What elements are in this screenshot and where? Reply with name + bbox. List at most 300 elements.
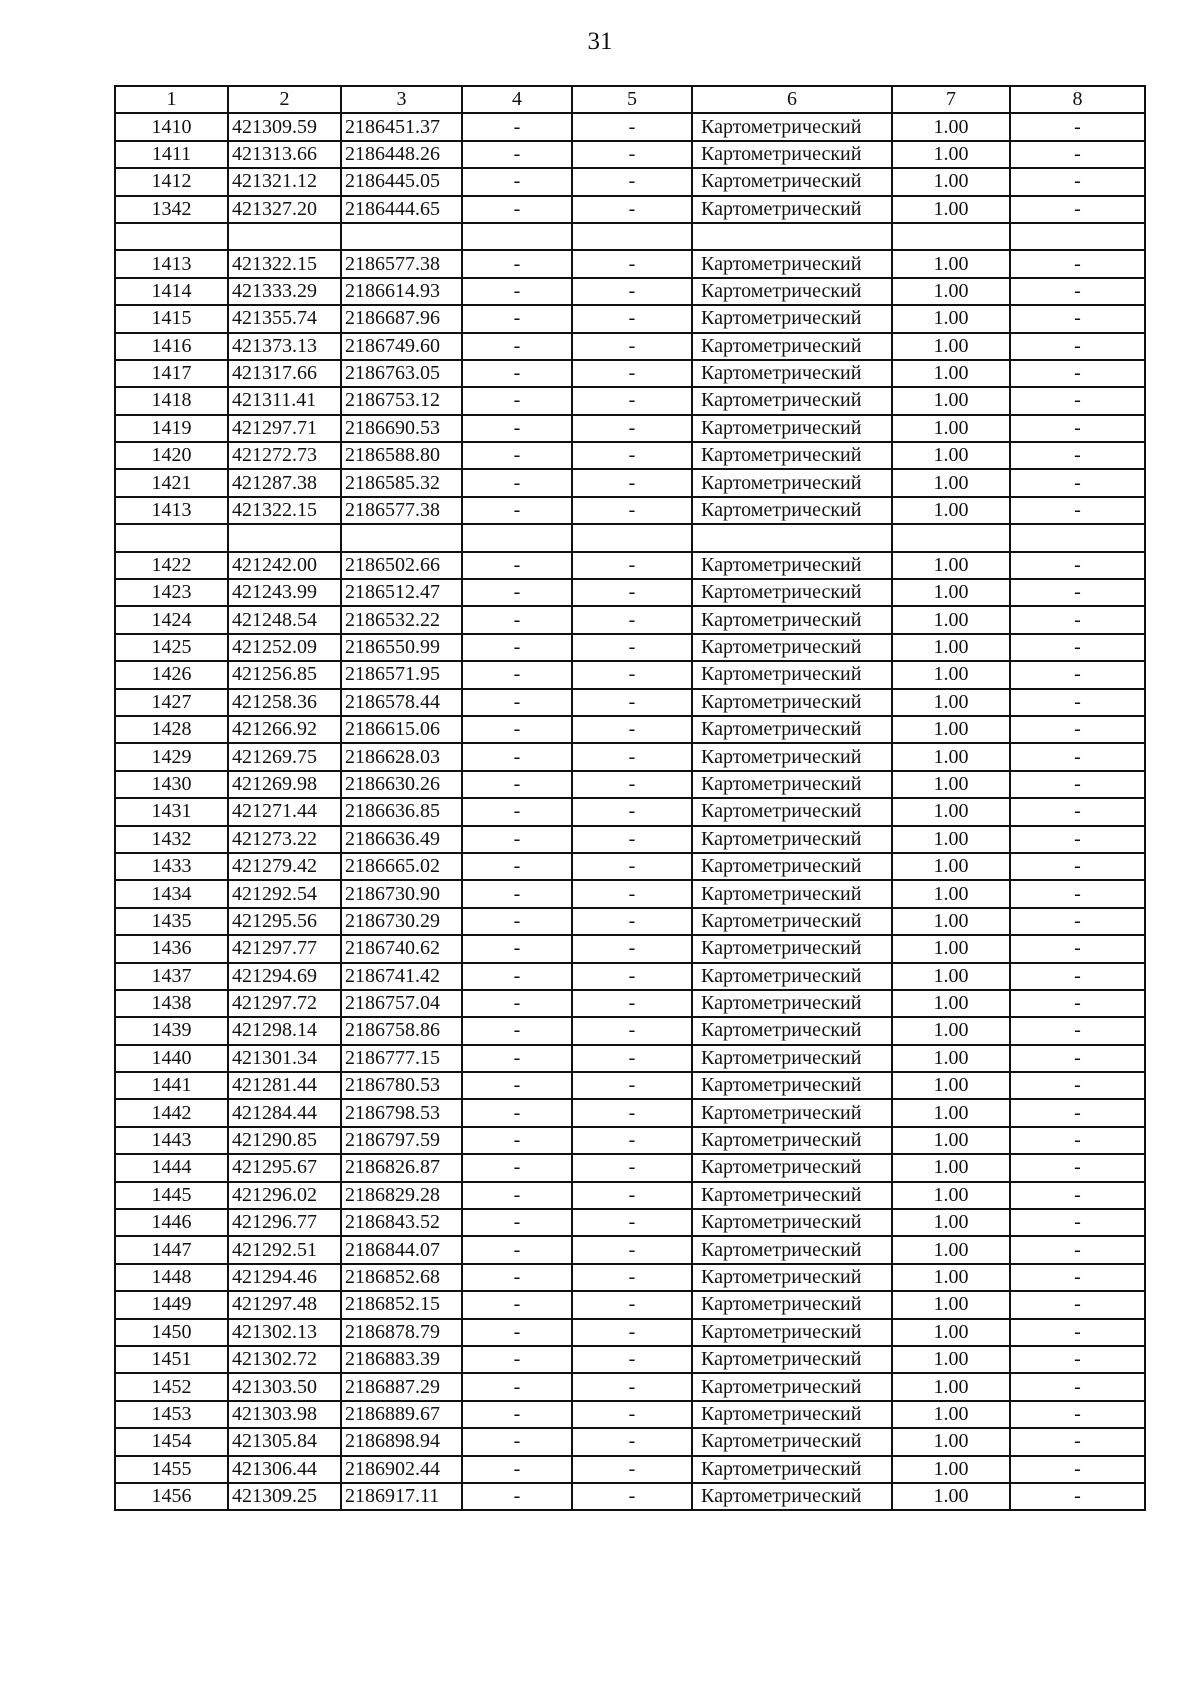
point-number-cell: 1453 xyxy=(115,1401,228,1428)
col5-cell: - xyxy=(572,196,692,223)
table-row xyxy=(115,990,1145,1017)
y-coordinate-cell: 2186550.99 xyxy=(341,634,462,661)
point-number-cell: 1426 xyxy=(115,661,228,688)
col5-cell: - xyxy=(572,1428,692,1455)
method-cell: Картометрический xyxy=(692,442,892,469)
x-coordinate-cell: 421295.56 xyxy=(228,908,341,935)
col8-cell: - xyxy=(1010,196,1145,223)
x-coordinate-cell: 421305.84 xyxy=(228,1428,341,1455)
table-row xyxy=(115,634,1145,661)
point-number-cell: 1437 xyxy=(115,963,228,990)
method-cell xyxy=(692,524,892,551)
table-header-row xyxy=(115,86,1145,113)
point-number-cell: 1413 xyxy=(115,250,228,277)
col4-cell: - xyxy=(462,798,572,825)
point-number-cell: 1411 xyxy=(115,141,228,168)
method-cell: Картометрический xyxy=(692,1456,892,1483)
column-header: 5 xyxy=(572,86,692,113)
point-number-cell: 1414 xyxy=(115,278,228,305)
method-cell: Картометрический xyxy=(692,305,892,332)
point-number-cell xyxy=(115,223,228,250)
y-coordinate-cell: 2186730.29 xyxy=(341,908,462,935)
x-coordinate-cell: 421294.69 xyxy=(228,963,341,990)
col8-cell: - xyxy=(1010,743,1145,770)
table-row xyxy=(115,387,1145,414)
point-number-cell: 1430 xyxy=(115,771,228,798)
y-coordinate-cell: 2186577.38 xyxy=(341,497,462,524)
col5-cell: - xyxy=(572,1373,692,1400)
point-number-cell: 1428 xyxy=(115,716,228,743)
x-coordinate-cell: 421297.72 xyxy=(228,990,341,1017)
table-row xyxy=(115,305,1145,332)
col8-cell: - xyxy=(1010,1401,1145,1428)
col8-cell: - xyxy=(1010,1127,1145,1154)
col5-cell: - xyxy=(572,1072,692,1099)
y-coordinate-cell xyxy=(341,223,462,250)
y-coordinate-cell: 2186829.28 xyxy=(341,1182,462,1209)
accuracy-cell: 1.00 xyxy=(892,606,1010,633)
col4-cell: - xyxy=(462,743,572,770)
y-coordinate-cell: 2186844.07 xyxy=(341,1236,462,1263)
x-coordinate-cell: 421248.54 xyxy=(228,606,341,633)
col5-cell: - xyxy=(572,497,692,524)
method-cell: Картометрический xyxy=(692,1373,892,1400)
point-number-cell: 1421 xyxy=(115,469,228,496)
table-row xyxy=(115,661,1145,688)
point-number-cell: 1416 xyxy=(115,333,228,360)
y-coordinate-cell: 2186780.53 xyxy=(341,1072,462,1099)
y-coordinate-cell: 2186451.37 xyxy=(341,113,462,140)
col8-cell: - xyxy=(1010,305,1145,332)
col8-cell: - xyxy=(1010,387,1145,414)
table-row xyxy=(115,196,1145,223)
x-coordinate-cell: 421290.85 xyxy=(228,1127,341,1154)
accuracy-cell: 1.00 xyxy=(892,1099,1010,1126)
method-cell: Картометрический xyxy=(692,606,892,633)
point-number-cell: 1419 xyxy=(115,415,228,442)
col4-cell: - xyxy=(462,333,572,360)
col8-cell: - xyxy=(1010,1291,1145,1318)
method-cell: Картометрический xyxy=(692,661,892,688)
col4-cell: - xyxy=(462,1373,572,1400)
method-cell: Картометрический xyxy=(692,771,892,798)
table-row xyxy=(115,1209,1145,1236)
col8-cell: - xyxy=(1010,360,1145,387)
accuracy-cell: 1.00 xyxy=(892,387,1010,414)
col4-cell: - xyxy=(462,1182,572,1209)
accuracy-cell: 1.00 xyxy=(892,1127,1010,1154)
table-row xyxy=(115,1483,1145,1510)
method-cell: Картометрический xyxy=(692,1182,892,1209)
column-header: 2 xyxy=(228,86,341,113)
col4-cell: - xyxy=(462,469,572,496)
accuracy-cell: 1.00 xyxy=(892,552,1010,579)
point-number-cell: 1412 xyxy=(115,168,228,195)
col5-cell: - xyxy=(572,333,692,360)
x-coordinate-cell: 421287.38 xyxy=(228,469,341,496)
table-row xyxy=(115,880,1145,907)
x-coordinate-cell: 421243.99 xyxy=(228,579,341,606)
table-row xyxy=(115,360,1145,387)
col8-cell: - xyxy=(1010,606,1145,633)
accuracy-cell: 1.00 xyxy=(892,1045,1010,1072)
col8-cell: - xyxy=(1010,1264,1145,1291)
col8-cell: - xyxy=(1010,1209,1145,1236)
col8-cell: - xyxy=(1010,113,1145,140)
method-cell: Картометрический xyxy=(692,333,892,360)
y-coordinate-cell: 2186448.26 xyxy=(341,141,462,168)
col5-cell: - xyxy=(572,908,692,935)
col8-cell xyxy=(1010,223,1145,250)
y-coordinate-cell: 2186902.44 xyxy=(341,1456,462,1483)
x-coordinate-cell: 421302.13 xyxy=(228,1319,341,1346)
col4-cell: - xyxy=(462,196,572,223)
x-coordinate-cell: 421297.48 xyxy=(228,1291,341,1318)
col5-cell xyxy=(572,223,692,250)
accuracy-cell: 1.00 xyxy=(892,141,1010,168)
y-coordinate-cell: 2186757.04 xyxy=(341,990,462,1017)
accuracy-cell: 1.00 xyxy=(892,1072,1010,1099)
col4-cell: - xyxy=(462,963,572,990)
table-row xyxy=(115,771,1145,798)
method-cell: Картометрический xyxy=(692,1401,892,1428)
y-coordinate-cell: 2186889.67 xyxy=(341,1401,462,1428)
accuracy-cell: 1.00 xyxy=(892,1401,1010,1428)
accuracy-cell: 1.00 xyxy=(892,415,1010,442)
column-header: 3 xyxy=(341,86,462,113)
col4-cell: - xyxy=(462,606,572,633)
table-separator-row xyxy=(115,524,1145,551)
y-coordinate-cell: 2186636.49 xyxy=(341,826,462,853)
col5-cell: - xyxy=(572,552,692,579)
method-cell: Картометрический xyxy=(692,1209,892,1236)
x-coordinate-cell: 421327.20 xyxy=(228,196,341,223)
x-coordinate-cell: 421296.02 xyxy=(228,1182,341,1209)
table-row xyxy=(115,1401,1145,1428)
y-coordinate-cell: 2186852.68 xyxy=(341,1264,462,1291)
col8-cell: - xyxy=(1010,1428,1145,1455)
table-row xyxy=(115,1127,1145,1154)
x-coordinate-cell: 421321.12 xyxy=(228,168,341,195)
point-number-cell: 1452 xyxy=(115,1373,228,1400)
col4-cell: - xyxy=(462,716,572,743)
col5-cell: - xyxy=(572,743,692,770)
method-cell: Картометрический xyxy=(692,250,892,277)
col8-cell: - xyxy=(1010,1483,1145,1510)
col5-cell: - xyxy=(572,387,692,414)
x-coordinate-cell: 421297.71 xyxy=(228,415,341,442)
col5-cell: - xyxy=(572,661,692,688)
col5-cell: - xyxy=(572,798,692,825)
col4-cell: - xyxy=(462,442,572,469)
accuracy-cell: 1.00 xyxy=(892,853,1010,880)
col8-cell: - xyxy=(1010,990,1145,1017)
table-row xyxy=(115,798,1145,825)
col5-cell: - xyxy=(572,1099,692,1126)
accuracy-cell: 1.00 xyxy=(892,1291,1010,1318)
col8-cell: - xyxy=(1010,853,1145,880)
col5-cell: - xyxy=(572,1045,692,1072)
method-cell: Картометрический xyxy=(692,1264,892,1291)
x-coordinate-cell: 421309.25 xyxy=(228,1483,341,1510)
x-coordinate-cell: 421355.74 xyxy=(228,305,341,332)
col8-cell: - xyxy=(1010,1072,1145,1099)
accuracy-cell: 1.00 xyxy=(892,661,1010,688)
column-header: 1 xyxy=(115,86,228,113)
y-coordinate-cell: 2186730.90 xyxy=(341,880,462,907)
method-cell: Картометрический xyxy=(692,1319,892,1346)
col4-cell: - xyxy=(462,1401,572,1428)
y-coordinate-cell: 2186878.79 xyxy=(341,1319,462,1346)
method-cell: Картометрический xyxy=(692,826,892,853)
accuracy-cell: 1.00 xyxy=(892,168,1010,195)
col5-cell: - xyxy=(572,579,692,606)
x-coordinate-cell: 421266.92 xyxy=(228,716,341,743)
accuracy-cell: 1.00 xyxy=(892,798,1010,825)
column-header: 4 xyxy=(462,86,572,113)
table-row xyxy=(115,469,1145,496)
method-cell: Картометрический xyxy=(692,1346,892,1373)
x-coordinate-cell xyxy=(228,524,341,551)
col8-cell: - xyxy=(1010,1182,1145,1209)
method-cell: Картометрический xyxy=(692,1291,892,1318)
x-coordinate-cell: 421271.44 xyxy=(228,798,341,825)
point-number-cell: 1454 xyxy=(115,1428,228,1455)
col5-cell: - xyxy=(572,1264,692,1291)
x-coordinate-cell: 421322.15 xyxy=(228,497,341,524)
point-number-cell: 1342 xyxy=(115,196,228,223)
col4-cell: - xyxy=(462,1099,572,1126)
column-header: 8 xyxy=(1010,86,1145,113)
table-row xyxy=(115,935,1145,962)
point-number-cell: 1450 xyxy=(115,1319,228,1346)
x-coordinate-cell: 421295.67 xyxy=(228,1154,341,1181)
table-row xyxy=(115,552,1145,579)
col5-cell: - xyxy=(572,141,692,168)
y-coordinate-cell: 2186887.29 xyxy=(341,1373,462,1400)
col4-cell xyxy=(462,223,572,250)
y-coordinate-cell: 2186758.86 xyxy=(341,1017,462,1044)
point-number-cell: 1441 xyxy=(115,1072,228,1099)
method-cell: Картометрический xyxy=(692,1045,892,1072)
col8-cell: - xyxy=(1010,1154,1145,1181)
col5-cell: - xyxy=(572,771,692,798)
col4-cell: - xyxy=(462,1456,572,1483)
accuracy-cell: 1.00 xyxy=(892,963,1010,990)
col5-cell: - xyxy=(572,360,692,387)
accuracy-cell: 1.00 xyxy=(892,1154,1010,1181)
accuracy-cell: 1.00 xyxy=(892,908,1010,935)
table-row xyxy=(115,743,1145,770)
table-row xyxy=(115,1319,1145,1346)
point-number-cell: 1429 xyxy=(115,743,228,770)
method-cell: Картометрический xyxy=(692,113,892,140)
y-coordinate-cell: 2186917.11 xyxy=(341,1483,462,1510)
col4-cell: - xyxy=(462,141,572,168)
y-coordinate-cell: 2186614.93 xyxy=(341,278,462,305)
point-number-cell: 1432 xyxy=(115,826,228,853)
col8-cell: - xyxy=(1010,1373,1145,1400)
col4-cell: - xyxy=(462,250,572,277)
accuracy-cell: 1.00 xyxy=(892,716,1010,743)
accuracy-cell: 1.00 xyxy=(892,579,1010,606)
accuracy-cell: 1.00 xyxy=(892,469,1010,496)
col5-cell: - xyxy=(572,935,692,962)
point-number-cell: 1451 xyxy=(115,1346,228,1373)
col4-cell xyxy=(462,524,572,551)
method-cell: Картометрический xyxy=(692,1428,892,1455)
col4-cell: - xyxy=(462,1209,572,1236)
y-coordinate-cell: 2186843.52 xyxy=(341,1209,462,1236)
col5-cell: - xyxy=(572,1346,692,1373)
method-cell: Картометрический xyxy=(692,908,892,935)
table-body xyxy=(115,113,1145,1510)
x-coordinate-cell: 421292.51 xyxy=(228,1236,341,1263)
y-coordinate-cell: 2186578.44 xyxy=(341,689,462,716)
method-cell: Картометрический xyxy=(692,798,892,825)
col8-cell: - xyxy=(1010,1319,1145,1346)
col8-cell: - xyxy=(1010,1346,1145,1373)
coordinates-table xyxy=(114,85,1146,1511)
table-row xyxy=(115,1346,1145,1373)
method-cell: Картометрический xyxy=(692,387,892,414)
method-cell: Картометрический xyxy=(692,278,892,305)
col4-cell: - xyxy=(462,360,572,387)
y-coordinate-cell: 2186444.65 xyxy=(341,196,462,223)
col8-cell: - xyxy=(1010,168,1145,195)
point-number-cell: 1422 xyxy=(115,552,228,579)
col8-cell: - xyxy=(1010,1099,1145,1126)
col4-cell: - xyxy=(462,1127,572,1154)
point-number-cell: 1438 xyxy=(115,990,228,1017)
x-coordinate-cell: 421272.73 xyxy=(228,442,341,469)
accuracy-cell: 1.00 xyxy=(892,1483,1010,1510)
col4-cell: - xyxy=(462,1045,572,1072)
col5-cell: - xyxy=(572,1236,692,1263)
y-coordinate-cell: 2186740.62 xyxy=(341,935,462,962)
col4-cell: - xyxy=(462,579,572,606)
x-coordinate-cell: 421303.98 xyxy=(228,1401,341,1428)
col5-cell: - xyxy=(572,305,692,332)
table-row xyxy=(115,278,1145,305)
point-number-cell: 1445 xyxy=(115,1182,228,1209)
x-coordinate-cell: 421306.44 xyxy=(228,1456,341,1483)
col5-cell: - xyxy=(572,826,692,853)
point-number-cell: 1413 xyxy=(115,497,228,524)
method-cell: Картометрический xyxy=(692,1127,892,1154)
point-number-cell: 1440 xyxy=(115,1045,228,1072)
method-cell: Картометрический xyxy=(692,415,892,442)
table-row xyxy=(115,1236,1145,1263)
col4-cell: - xyxy=(462,880,572,907)
col5-cell: - xyxy=(572,250,692,277)
y-coordinate-cell: 2186628.03 xyxy=(341,743,462,770)
point-number-cell xyxy=(115,524,228,551)
y-coordinate-cell: 2186585.32 xyxy=(341,469,462,496)
page-number: 31 xyxy=(587,28,613,55)
table-row xyxy=(115,1264,1145,1291)
point-number-cell: 1435 xyxy=(115,908,228,935)
col8-cell xyxy=(1010,524,1145,551)
method-cell: Картометрический xyxy=(692,1154,892,1181)
y-coordinate-cell: 2186852.15 xyxy=(341,1291,462,1318)
accuracy-cell: 1.00 xyxy=(892,1236,1010,1263)
y-coordinate-cell: 2186512.47 xyxy=(341,579,462,606)
point-number-cell: 1444 xyxy=(115,1154,228,1181)
col8-cell: - xyxy=(1010,497,1145,524)
column-header: 7 xyxy=(892,86,1010,113)
point-number-cell: 1436 xyxy=(115,935,228,962)
table-row xyxy=(115,1154,1145,1181)
x-coordinate-cell: 421292.54 xyxy=(228,880,341,907)
accuracy-cell: 1.00 xyxy=(892,935,1010,962)
y-coordinate-cell: 2186445.05 xyxy=(341,168,462,195)
table-row xyxy=(115,1373,1145,1400)
method-cell: Картометрический xyxy=(692,935,892,962)
x-coordinate-cell: 421242.00 xyxy=(228,552,341,579)
x-coordinate-cell: 421297.77 xyxy=(228,935,341,962)
col4-cell: - xyxy=(462,634,572,661)
accuracy-cell: 1.00 xyxy=(892,771,1010,798)
method-cell: Картометрический xyxy=(692,360,892,387)
col5-cell: - xyxy=(572,716,692,743)
x-coordinate-cell: 421309.59 xyxy=(228,113,341,140)
col5-cell: - xyxy=(572,1182,692,1209)
y-coordinate-cell xyxy=(341,524,462,551)
col8-cell: - xyxy=(1010,689,1145,716)
accuracy-cell: 1.00 xyxy=(892,826,1010,853)
col5-cell xyxy=(572,524,692,551)
point-number-cell: 1417 xyxy=(115,360,228,387)
accuracy-cell: 1.00 xyxy=(892,1456,1010,1483)
col4-cell: - xyxy=(462,1154,572,1181)
y-coordinate-cell: 2186636.85 xyxy=(341,798,462,825)
table-row xyxy=(115,333,1145,360)
accuracy-cell: 1.00 xyxy=(892,1428,1010,1455)
method-cell: Картометрический xyxy=(692,743,892,770)
point-number-cell: 1415 xyxy=(115,305,228,332)
col8-cell: - xyxy=(1010,415,1145,442)
method-cell: Картометрический xyxy=(692,579,892,606)
table-row xyxy=(115,1017,1145,1044)
x-coordinate-cell: 421269.75 xyxy=(228,743,341,770)
col5-cell: - xyxy=(572,442,692,469)
y-coordinate-cell: 2186665.02 xyxy=(341,853,462,880)
accuracy-cell: 1.00 xyxy=(892,497,1010,524)
point-number-cell: 1433 xyxy=(115,853,228,880)
col5-cell: - xyxy=(572,1483,692,1510)
table-row xyxy=(115,1291,1145,1318)
col8-cell: - xyxy=(1010,250,1145,277)
col4-cell: - xyxy=(462,661,572,688)
col8-cell: - xyxy=(1010,442,1145,469)
accuracy-cell: 1.00 xyxy=(892,689,1010,716)
x-coordinate-cell: 421333.29 xyxy=(228,278,341,305)
x-coordinate-cell: 421302.72 xyxy=(228,1346,341,1373)
x-coordinate-cell: 421252.09 xyxy=(228,634,341,661)
table-row xyxy=(115,963,1145,990)
y-coordinate-cell: 2186797.59 xyxy=(341,1127,462,1154)
y-coordinate-cell: 2186753.12 xyxy=(341,387,462,414)
col8-cell: - xyxy=(1010,935,1145,962)
accuracy-cell: 1.00 xyxy=(892,880,1010,907)
col5-cell: - xyxy=(572,606,692,633)
col4-cell: - xyxy=(462,1017,572,1044)
method-cell: Картометрический xyxy=(692,141,892,168)
x-coordinate-cell: 421269.98 xyxy=(228,771,341,798)
y-coordinate-cell: 2186898.94 xyxy=(341,1428,462,1455)
y-coordinate-cell: 2186826.87 xyxy=(341,1154,462,1181)
